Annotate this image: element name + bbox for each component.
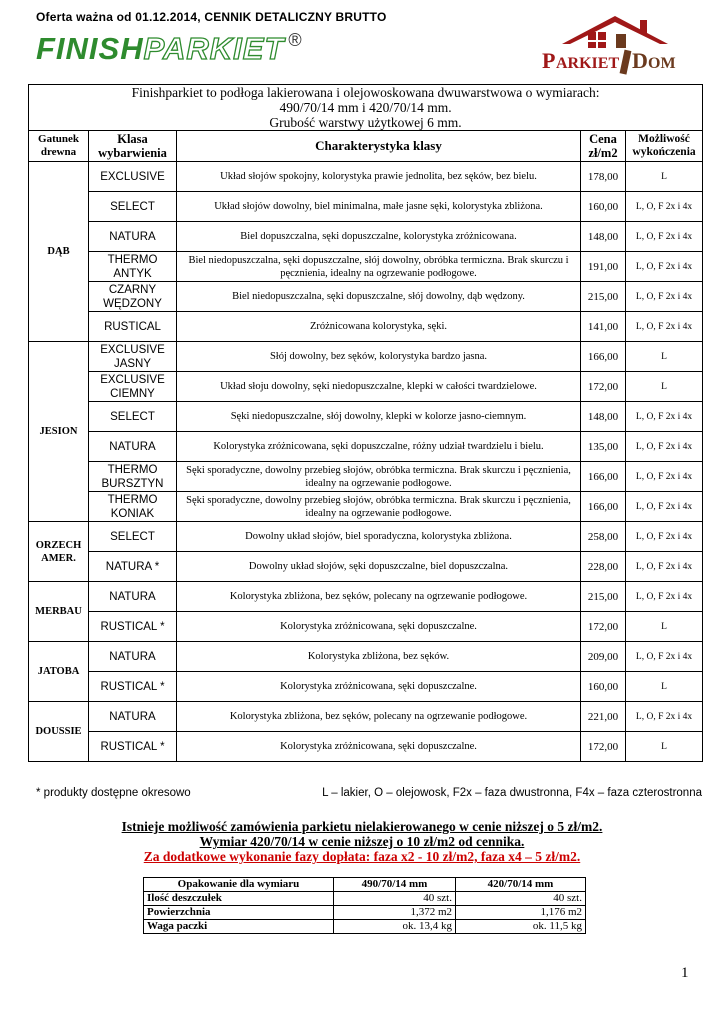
col-header-species: Gatunek drewna (29, 131, 89, 162)
page-number: 1 (681, 965, 689, 981)
brand-bold-text: FINISH (36, 31, 144, 66)
pack-row-label: Waga paczki (144, 920, 334, 934)
class-cell: THERMO ANTYK (89, 252, 177, 282)
table-row (29, 492, 703, 522)
characteristics-cell: Kolorystyka zróżnicowana, sęki dopuszczalne, różny udział twardzielu i bielu. (177, 432, 581, 462)
class-cell: NATURA (89, 432, 177, 462)
table-row (29, 582, 703, 612)
price-cell: 221,00 (581, 702, 626, 732)
table-row (29, 732, 703, 762)
class-cell: NATURA * (89, 552, 177, 582)
price-cell: 141,00 (581, 312, 626, 342)
offer-date-line: Oferta ważna od 01.12.2014, CENNIK DETALICZNY BRUTTO (36, 10, 387, 24)
price-cell: 160,00 (581, 192, 626, 222)
intro-text (29, 85, 703, 131)
col-header-finish-options: Możliwość wykończenia (626, 131, 703, 162)
svg-text:ARKIET: ARKIET (556, 55, 620, 72)
species-cell: ORZECH AMER. (29, 522, 89, 582)
svg-text:D: D (632, 48, 648, 73)
class-cell: THERMO BURSZTYN (89, 462, 177, 492)
legend-availability-note: * produkty dostępne okresowo (36, 787, 191, 799)
species-cell: DĄB (29, 162, 89, 342)
finish-options-cell: L, O, F 2x i 4x (626, 582, 703, 612)
finish-options-cell: L, O, F 2x i 4x (626, 492, 703, 522)
finish-options-cell: L (626, 672, 703, 702)
class-cell: RUSTICAL (89, 312, 177, 342)
finish-options-cell: L, O, F 2x i 4x (626, 432, 703, 462)
col-header-class: Klasa wybarwienia (89, 131, 177, 162)
characteristics-cell: Sęki sporadyczne, dowolny przebieg słojów, obróbka termiczna. Brak skurczu i pęcznienia, idealny na ogrzewanie podłogowe. (177, 492, 581, 522)
note-unvarnished: Istnieje możliwość zamówienia parkietu nielakierowanego w cenie niższej o 5 zł/m2. (121, 819, 603, 834)
class-cell: RUSTICAL * (89, 732, 177, 762)
price-cell: 172,00 (581, 732, 626, 762)
price-cell: 135,00 (581, 432, 626, 462)
class-cell: NATURA (89, 642, 177, 672)
class-cell: EXCLUSIVE CIEMNY (89, 372, 177, 402)
price-cell: 209,00 (581, 642, 626, 672)
class-cell: RUSTICAL * (89, 672, 177, 702)
pack-row (144, 892, 586, 906)
price-cell: 160,00 (581, 672, 626, 702)
class-cell: NATURA (89, 702, 177, 732)
price-cell: 172,00 (581, 612, 626, 642)
finish-options-cell: L (626, 732, 703, 762)
price-cell: 166,00 (581, 492, 626, 522)
pack-value-490: 1,372 m2 (334, 906, 456, 920)
pack-value-420: ok. 11,5 kg (456, 920, 586, 934)
characteristics-cell: Kolorystyka zróżnicowana, sęki dopuszczalne. (177, 672, 581, 702)
class-cell: NATURA (89, 222, 177, 252)
characteristics-cell: Kolorystyka zbliżona, bez sęków, polecany na ogrzewanie podłogowe. (177, 702, 581, 732)
finish-options-cell: L, O, F 2x i 4x (626, 282, 703, 312)
price-cell: 166,00 (581, 462, 626, 492)
table-row (29, 642, 703, 672)
table-row (29, 402, 703, 432)
price-cell: 215,00 (581, 582, 626, 612)
intro-line-3: Grubość warstwy użytkowej 6 mm. (269, 115, 462, 130)
table-row (29, 522, 703, 552)
pack-value-490: 40 szt. (334, 892, 456, 906)
pack-row-label: Powierzchnia (144, 906, 334, 920)
characteristics-cell: Kolorystyka zbliżona, bez sęków, polecany na ogrzewanie podłogowe. (177, 582, 581, 612)
characteristics-cell: Kolorystyka zbliżona, bez sęków. (177, 642, 581, 672)
pack-value-420: 40 szt. (456, 892, 586, 906)
characteristics-cell: Biel niedopuszczalna, sęki dopuszczalne, słój dowolny, obróbka termiczna. Brak skurczu i pęcznienia, idealny na ogrzewanie podłogowe. (177, 252, 581, 282)
price-cell: 172,00 (581, 372, 626, 402)
brand-outline-text: PARKIET (143, 31, 285, 66)
characteristics-cell: Sęki sporadyczne, dowolny przebieg słojów, obróbka termiczna. Brak skurczu i pęcznienia, idealny na ogrzewanie podłogowe. (177, 462, 581, 492)
characteristics-cell: Kolorystyka zróżnicowana, sęki dopuszczalne. (177, 732, 581, 762)
price-cell: 148,00 (581, 402, 626, 432)
class-cell: SELECT (89, 402, 177, 432)
class-cell: RUSTICAL * (89, 612, 177, 642)
svg-text:P: P (542, 48, 556, 73)
table-row (29, 552, 703, 582)
class-cell: EXCLUSIVE JASNY (89, 342, 177, 372)
table-row (29, 462, 703, 492)
table-row (29, 192, 703, 222)
species-cell: DOUSSIE (29, 702, 89, 762)
finish-options-cell: L (626, 162, 703, 192)
table-row (29, 342, 703, 372)
table-row (29, 252, 703, 282)
price-cell: 228,00 (581, 552, 626, 582)
packaging-table (143, 877, 586, 934)
species-cell: JESION (29, 342, 89, 522)
characteristics-cell: Układ słoju dowolny, sęki niedopuszczalne, klepki w całości twardzielowe. (177, 372, 581, 402)
price-cell: 215,00 (581, 282, 626, 312)
table-row (29, 612, 703, 642)
finish-options-cell: L, O, F 2x i 4x (626, 222, 703, 252)
table-row (29, 222, 703, 252)
parkiet-dom-logo (540, 8, 690, 78)
registered-mark: ® (288, 30, 303, 50)
brand-logo-finishparkiet (36, 30, 303, 66)
finish-options-cell: L, O, F 2x i 4x (626, 252, 703, 282)
characteristics-cell: Układ słojów spokojny, kolorystyka prawie jednolita, bez sęków, bez bielu. (177, 162, 581, 192)
pack-value-490: ok. 13,4 kg (334, 920, 456, 934)
table-row (29, 312, 703, 342)
price-table (28, 84, 703, 762)
col-header-characteristics: Charakterystyka klasy (177, 131, 581, 162)
finish-options-cell: L, O, F 2x i 4x (626, 552, 703, 582)
characteristics-cell: Sęki niedopuszczalne, słój dowolny, klepki w kolorze jasno-ciemnym. (177, 402, 581, 432)
price-cell: 191,00 (581, 252, 626, 282)
finish-options-cell: L, O, F 2x i 4x (626, 312, 703, 342)
pack-row-label: Ilość deszczułek (144, 892, 334, 906)
price-cell: 148,00 (581, 222, 626, 252)
characteristics-cell: Kolorystyka zróżnicowana, sęki dopuszczalne. (177, 612, 581, 642)
finish-options-cell: L, O, F 2x i 4x (626, 642, 703, 672)
finish-options-cell: L (626, 612, 703, 642)
svg-text:OM: OM (648, 55, 676, 72)
intro-line-2: 490/70/14 mm i 420/70/14 mm. (279, 100, 452, 115)
class-cell: CZARNY WĘDZONY (89, 282, 177, 312)
characteristics-cell: Dowolny układ słojów, sęki dopuszczalne, biel dopuszczalna. (177, 552, 581, 582)
characteristics-cell: Biel dopuszczalna, sęki dopuszczalne, kolorystyka zróżnicowana. (177, 222, 581, 252)
characteristics-cell: Układ słojów dowolny, biel minimalna, małe jasne sęki, kolorystyka zbliżona. (177, 192, 581, 222)
class-cell: SELECT (89, 192, 177, 222)
class-cell: EXCLUSIVE (89, 162, 177, 192)
legend-abbreviations: L – lakier, O – olejowosk, F2x – faza dwustronna, F4x – faza czterostronna (322, 787, 702, 799)
species-cell: MERBAU (29, 582, 89, 642)
note-bevel-surcharge: Za dodatkowe wykonanie fazy dopłata: faza x2 - 10 zł/m2, faza x4 – 5 zł/m2. (143, 849, 581, 864)
pack-header-490: 490/70/14 mm (334, 878, 456, 892)
price-cell: 166,00 (581, 342, 626, 372)
species-cell: JATOBA (29, 642, 89, 702)
pricing-notes (0, 819, 724, 864)
table-row (29, 372, 703, 402)
pack-value-420: 1,176 m2 (456, 906, 586, 920)
table-row (29, 702, 703, 732)
pack-row (144, 906, 586, 920)
finish-options-cell: L, O, F 2x i 4x (626, 402, 703, 432)
characteristics-cell: Zróżnicowana kolorystyka, sęki. (177, 312, 581, 342)
characteristics-cell: Słój dowolny, bez sęków, kolorystyka bardzo jasna. (177, 342, 581, 372)
finish-options-cell: L, O, F 2x i 4x (626, 192, 703, 222)
pack-header-label: Opakowanie dla wymiaru (144, 878, 334, 892)
class-cell: THERMO KONIAK (89, 492, 177, 522)
intro-line-1: Finishparkiet to podłoga lakierowana i olejowoskowana dwuwarstwowa o wymiarach: (131, 85, 600, 100)
characteristics-cell: Dowolny układ słojów, biel sporadyczna, kolorystyka zbliżona. (177, 522, 581, 552)
finish-options-cell: L, O, F 2x i 4x (626, 702, 703, 732)
class-cell: SELECT (89, 522, 177, 552)
characteristics-cell: Biel niedopuszczalna, sęki dopuszczalne, słój dowolny, dąb wędzony. (177, 282, 581, 312)
table-row (29, 672, 703, 702)
table-row (29, 162, 703, 192)
price-cell: 258,00 (581, 522, 626, 552)
finish-options-cell: L (626, 342, 703, 372)
class-cell: NATURA (89, 582, 177, 612)
table-row (29, 282, 703, 312)
finish-options-cell: L, O, F 2x i 4x (626, 462, 703, 492)
pack-header-420: 420/70/14 mm (456, 878, 586, 892)
price-cell: 178,00 (581, 162, 626, 192)
note-dimension-discount: Wymiar 420/70/14 w cenie niższej o 10 zł/m2 od cennika. (199, 834, 525, 849)
finish-options-cell: L, O, F 2x i 4x (626, 522, 703, 552)
col-header-price: Cena zł/m2 (581, 131, 626, 162)
pack-row (144, 920, 586, 934)
finish-options-cell: L (626, 372, 703, 402)
table-row (29, 432, 703, 462)
